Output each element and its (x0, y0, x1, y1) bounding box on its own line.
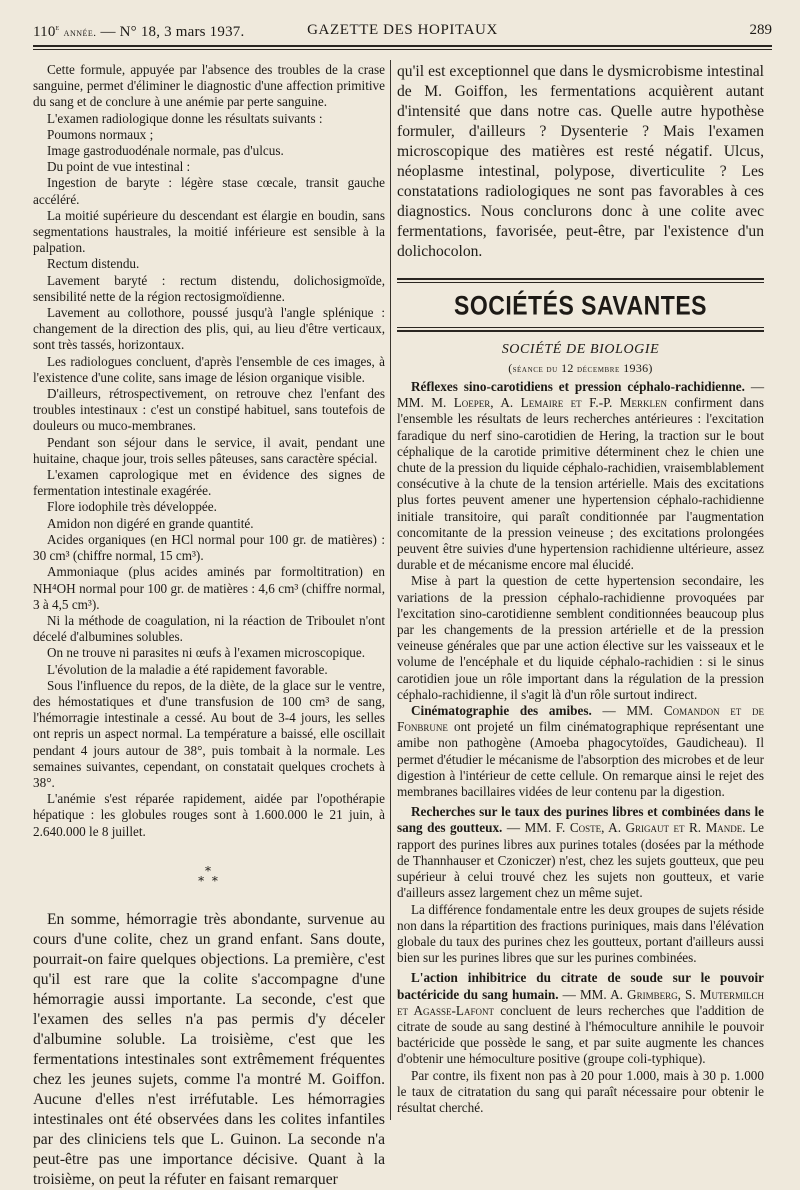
section-header (397, 278, 764, 332)
paragraph: Rectum distendu. (47, 256, 140, 272)
paragraph: Pendant son séjour dans le service, il avait, pendant une huitaine, chaque jour, trois selles pâteuses, sans caractère spécial. (33, 434, 385, 466)
seance-date (397, 361, 764, 376)
paragraph: Lavement baryté : rectum distendu, dolichosigmoïde, sensibilité nette de la région rectosigmoïdienne. (33, 272, 385, 304)
journal-title: GAZETTE DES HOPITAUX (307, 22, 498, 38)
volume-sup: e (55, 22, 60, 32)
section-separator-stars (33, 863, 385, 888)
communication-extra: Par contre, ils fixent non pas à 20 pour 1.000, mais à 30 p. 1.000 le taux de citratation du sang qui paraît nécessaire pour obtenir le résultat cherché. (397, 1067, 764, 1115)
issue-date: — N° 18, 3 mars 1937. (100, 24, 245, 40)
communication-extra: La différence fondamentale entre les deux groupes de sujets réside non dans la répartition des fractions puriniques, mais dans l'élévation globale du taux des purines chez les goutteux, portant d'ailleurs aussi bien sur les purines libres que sur les purines combinées. (397, 901, 764, 966)
paragraph: Les radiologues concluent, d'après l'ensemble de ces images, à l'existence d'une colite, sans image de lésion organique visible. (33, 353, 385, 385)
communication-title: L'action inhibitrice du citrate de soude sur le pouvoir bactéricide du sang humain. (397, 970, 764, 1002)
header-rule-thin (33, 49, 772, 50)
paragraph: Lavement au collothore, poussé jusqu'à l'angle splénique : changement de la direction des plis, qui, au lieu d'être verticaux, sont très tassés, horizontaux. (33, 305, 385, 353)
paragraph: L'évolution de la maladie a été rapidement favorable. (47, 661, 328, 677)
society-name: SOCIÉTÉ DE BIOLOGIE (501, 342, 660, 357)
page-number: 289 (749, 22, 772, 38)
section-rule-bottom (397, 330, 764, 332)
annee-label: année. (63, 27, 97, 39)
seance-open: ( (508, 361, 513, 375)
paragraph: Cette formule, appuyée par l'absence des troubles de la crase sanguine, permet d'éliminer le diagnostic d'une affection primitive du sang et de conclure à une anémie par perte sanguine. (33, 62, 385, 110)
communication-extra: Mise à part la question de cette hypertension secondaire, les variations de la pression céphalo-rachidienne provoquées par l'excitation sino-carotidienne semblent conditionnées beaucoup plus par les changements de la pression artérielle et de la pression veineuse générales que par une action élective sur les vaisseaux et le volume de l'encéphale et du liquide céphalo-rachidien : si le sinus carotidien joue un rôle important dans la régulation de la pression céphalo-rachidienne, il s'agit là d'un rôle surtout indirect. (397, 573, 764, 702)
communication-title: Réflexes sino-carotidiens et pression céphalo-rachidienne. (411, 379, 745, 394)
paragraph: Poumons normaux ; (47, 126, 154, 142)
paragraph: Image gastroduodénale normale, pas d'ulcus. (47, 143, 284, 159)
star-top: * (205, 863, 213, 878)
paragraph: Ni la méthode de coagulation, ni la réaction de Triboulet n'ont décelé d'albumines solubles. (33, 612, 385, 645)
paragraph: Ingestion de baryte : légère stase cœcale, transit gauche accéléré. (33, 175, 385, 207)
paragraph: La moitié supérieure du descendant est élargie en boudin, sans segmentations haustrales, la moitié inférieure est sensible à la palpation. (33, 207, 385, 256)
paragraph: En somme, hémorragie très abondante, survenue au cours d'une colite, chez un grand enfant. Sans doute, pourrait-on faire quelques objections. La première, c'est qu'il est rare que la colite s'accompagne d'une hémorragie aussi importante. La seconde, c'est que l'examen des selles n'a pas permis d'y déceler d'albumine soluble. La troisième, c'est que les fermentations intestinales sont extrêmement fréquentes chez les jeunes sujets, comme l'a montré M. Goiffon. Aucune d'elles n'est irréfutable. Les hémorragies intestinales ont été observées dans les colites infantiles par des cliniciens tels que L. Guinon. La seconde n'a peut-être pas une importance décisive. Quant à la troisième, on peut la réfuter en faisant remarquer (33, 910, 385, 1188)
paragraph: D'ailleurs, rétrospectivement, on retrouve chez l'enfant des troubles intestinaux : c'est un constipé habituel, sans toutefois de douleurs ou muco-membranes. (33, 386, 385, 434)
communication-item (397, 804, 764, 901)
right-column (397, 62, 764, 1116)
communication-body: concluent de leurs recherches que l'addition de citrate de soude au sang destiné à l'hémoculture annihile le pouvoir bactéricide que possède le sang, et par suite augmente les chances d'obtenir une hémoculture positive (groupe coli-typhique). (397, 1002, 765, 1067)
paragraph: Amidon non digéré en grande quantité. (47, 515, 254, 531)
star-bottom: * * (198, 873, 220, 888)
authors: Loeper, A. Lemaire et F.-P. Merklen (453, 395, 667, 411)
paragraph: L'anémie s'est réparée rapidement, aidée par l'opothérapie hépatique : les globules rouges sont à 1.600.000 le 21 juin, à 2.640.000 le 8 juillet. (33, 791, 385, 839)
communication-item (397, 379, 764, 573)
conclusion-continuation (397, 62, 764, 262)
authors-prefix: — MM. F. (502, 820, 570, 836)
communication-title: Recherches sur le taux des purines libres et combinées dans le sang des goutteux. (397, 804, 764, 836)
conclusion (33, 910, 385, 1190)
header-rule-thick (33, 45, 772, 47)
seance-year: 1936) (619, 361, 653, 375)
case-report (33, 62, 385, 840)
communication-body: confirment dans l'ensemble les résultats de leurs recherches antérieures : l'excitation faradique du nerf sino-carotidien de Hering, la traction sur le bout céphalique de la carotide primitive déterminent chez le chien une chute de la pression du liquide céphalo-rachidien, vraisemblablement consécutive à la chute de la tension artérielle. Mais des excitations plus fortes peuvent amener une hypertension céphalo-rachidienne initiale transitoire, qui paraît conditionnée par l'augmentation concomitante de la pression veineuse ; des excitations prolongées peuvent être suivies d'une hypertension rachidienne ultérieure, assez durable et de mécanisme encore mal élucidé. (397, 395, 764, 573)
communication-body: Le rapport des purines libres aux purines totales (dosées par la méthode de Thannhauser et Czoniczer) n'est, chez les sujets goutteux, que peu supérieur à celui trouvé chez les sujets non goutteux, et varie d'ailleurs assez largement chez un même sujet. (397, 820, 765, 901)
authors-prefix: — MM. (591, 703, 664, 719)
authors: Grimberg, S. Mutermilch et Agasse-Lafont (397, 986, 764, 1018)
authors-prefix: — MM. M. (397, 379, 765, 411)
volume-number: 110 (33, 24, 56, 40)
communication-title: Cinématographie des amibes. (411, 703, 592, 719)
communication-item (397, 970, 764, 1067)
paragraph: L'examen caprologique met en évidence des signes de fermentation intestinale exagérée. (33, 467, 385, 499)
paragraph: L'examen radiologique donne les résultats suivants : (47, 110, 323, 126)
paragraph: Du point de vue intestinal : (47, 159, 191, 175)
left-column (33, 62, 385, 1190)
communication-item (397, 703, 764, 800)
column-divider (390, 60, 391, 1120)
communications (397, 379, 764, 1116)
seance-label: séance du (512, 364, 558, 375)
communication-body: ont projeté un film cinématographique représentant une amibe non pathogène (Amoeba phagocytoïdes, Gaudicheau). Il permet d'étudier le mécanisme de l'absorption des microbes et de leur digestion à l'intérieur de cette cellule. On remarque ainsi le rejet des membranes bacillaires vidées de leur contenu par la digestion. (397, 719, 764, 800)
paragraph: Sous l'influence du repos, de la diète, de la glace sur le ventre, des hémostatiques et d'une transfusion de 100 cm³ de sang, l'hémorragie intestinale a cessé. Au bout de 3-4 jours, les selles ont repris un aspect normal. La température a baissé, elle oscillait pendant 4 jours autour de 38°, puis tombait à la normale. Les semaines suivantes, cependant, on constatait quelques crochets à 38°. (33, 677, 385, 790)
section-title: SOCIÉTÉS SAVANTES (453, 290, 708, 321)
authors-prefix: — MM. A. (558, 986, 628, 1002)
paragraph: Acides organiques (en HCl normal pour 100 gr. de matières) : 30 cm³ (chiffre normal, 15 cm³). (33, 531, 385, 564)
seance-month: décembre (577, 364, 620, 375)
paragraph: qu'il est exceptionnel que dans le dysmicrobisme intestinal de M. Goiffon, les fermentations acquièrent autant d'intensité que dans notre cas. Quelle autre hypothèse formuler, d'ailleurs ? Dysenterie ? Mais l'examen microscopique des matières est resté négatif. Ulcus, néoplasme intestinal, polypose, diverticulite ? Les constatations radiologiques ne sont pas favorables à ces diagnostics. Nous conclurons donc à une colite avec fermentations, favorisée, peut-être, par l'existence d'un dolichocolon. (397, 63, 764, 260)
paragraph: Flore iodophile très développée. (47, 499, 217, 515)
page-header (33, 22, 772, 44)
authors: Comandon et de Fonbrune (397, 703, 764, 735)
authors: Coste, A. Grigaut et R. Mande. (569, 820, 746, 836)
paragraph: On ne trouve ni parasites ni œufs à l'examen microscopique. (47, 645, 366, 661)
paragraph: Ammoniaque (plus acides aminés par formoltitration) en NH⁴OH normal pour 100 gr. de matières : 4,6 cm³ (chiffre normal, 3 à 4,5 cm³). (33, 564, 385, 612)
seance-day: 12 (557, 361, 578, 375)
